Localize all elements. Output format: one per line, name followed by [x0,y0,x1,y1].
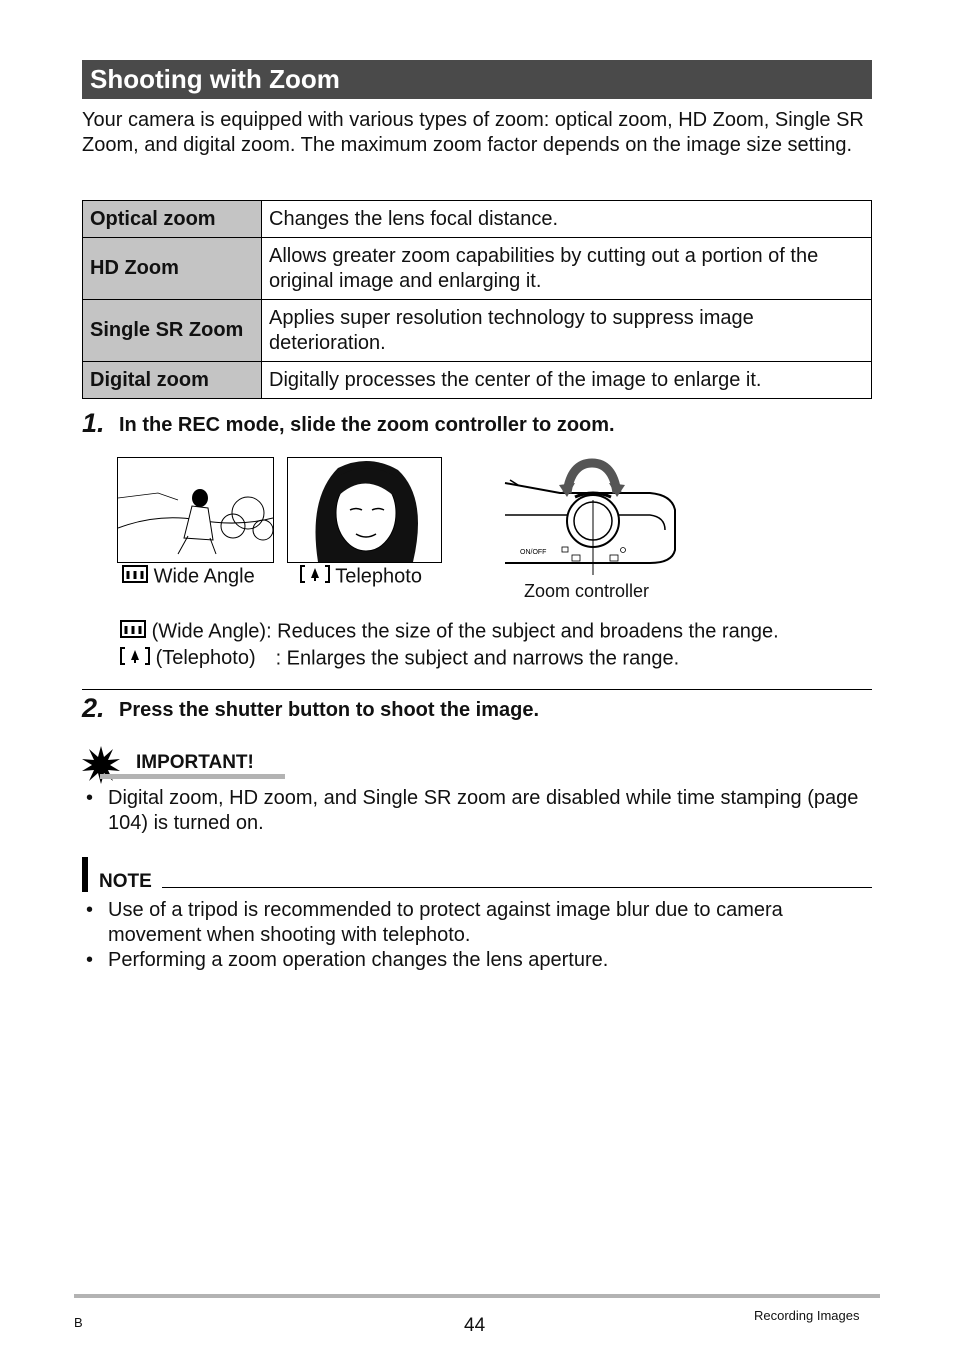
note-marker [82,857,88,892]
zoom-type-desc: Digitally processes the center of the image to enlarge it. [262,362,872,399]
list-item: • Digital zoom, HD zoom, and Single SR zoom are disabled while time stamping (page 104) is turned on. [86,787,859,834]
page-title: Shooting with Zoom [90,64,340,94]
telephoto-photo [287,457,442,563]
zoom-controller-caption: Zoom controller [524,581,650,601]
section-title-bar [82,60,872,99]
wide-angle-icon [122,565,148,589]
zoom-type-name: Digital zoom [83,362,262,399]
footer-section: Recording Images [754,1308,860,1323]
step-text: In the REC mode, slide the zoom controller to zoom. [119,414,615,436]
table-row [83,201,872,238]
important-underline [100,774,285,779]
list-item: • Performing a zoom operation changes the lens aperture. [86,949,609,971]
zoom-type-desc: Allows greater zoom capabilities by cutting out a portion of the original image and enlarging it. [262,238,872,300]
step-number: 2. [82,693,105,723]
zoom-type-name: Single SR Zoom [83,300,262,362]
onoff-label: ON/OFF [520,549,547,556]
step-text: Press the shutter button to shoot the image. [119,699,540,721]
telephoto-caption: Telephoto [300,565,422,589]
zoom-arrow-icon [557,457,627,499]
zoom-type-desc: Changes the lens focal distance. [262,201,872,238]
table-row [83,238,872,300]
wide-angle-photo [117,457,274,563]
wide-angle-caption: Wide Angle [122,565,255,589]
telephoto-icon [300,565,330,589]
intro-paragraph: Your camera is equipped with various types of zoom: optical zoom, HD Zoom, Single SR Zoom, and digital zoom. The maximum zoom factor depends on the image size setting. [82,109,864,156]
list-item: • Use of a tripod is recommended to protect against image blur due to camera movement when shooting with telephoto. [86,899,783,946]
step-number: 1. [82,408,105,438]
footer-rule [74,1294,880,1298]
note-heading: NOTE [99,871,152,892]
footer-left: B [74,1315,83,1330]
page-number: 44 [464,1315,486,1336]
table-row [83,362,872,399]
zoom-type-desc: Applies super resolution technology to suppress image deterioration. [262,300,872,362]
telephoto-description: (Telephoto) : Enlarges the subject and narrows the range. [120,647,679,671]
telephoto-icon [120,647,150,671]
wide-angle-icon [120,620,146,644]
zoom-type-name: Optical zoom [83,201,262,238]
table-row [83,300,872,362]
divider [82,689,872,690]
important-heading: IMPORTANT! [136,752,254,773]
zoom-types-table [82,200,872,399]
zoom-type-name: HD Zoom [83,238,262,300]
note-rule [162,887,872,888]
wide-angle-description: (Wide Angle): Reduces the size of the subject and broadens the range. [120,620,779,644]
